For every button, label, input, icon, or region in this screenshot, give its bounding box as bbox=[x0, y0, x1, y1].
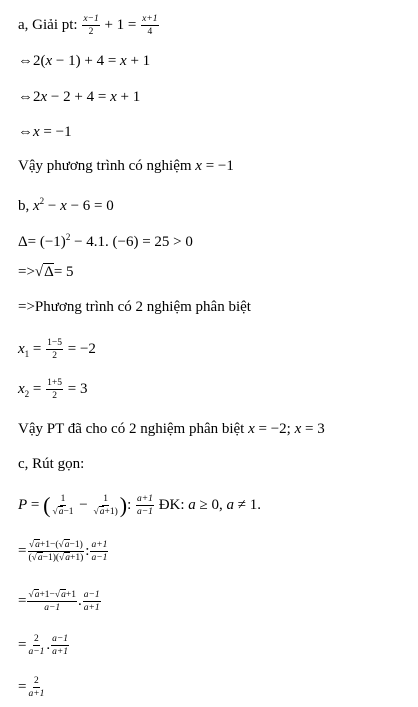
part-b-x1: $x_1$ = $\frac{1-5}{2}$ = −2 bbox=[18, 338, 96, 361]
part-b-x2: $x_2$ = $\frac{1+5}{2}$ = 3 bbox=[18, 378, 88, 401]
part-c-expression: P = ( $\frac{1}{√a-1}$ − $\frac{1}{√a+1)}$ ): $\frac{a+1}{a-1}$ ĐK: a ≥ 0, a ≠ 1. bbox=[18, 492, 261, 518]
part-a-label: a, Giải pt: bbox=[18, 16, 78, 33]
part-b-sqrt-delta: =>√Δ= 5 bbox=[18, 264, 74, 280]
part-b-conclusion: Vậy PT đã cho có 2 nghiệm phân biệt x = −2; x = 3 bbox=[18, 421, 325, 437]
part-a-step-3: ⇔x = −1 bbox=[18, 124, 72, 140]
part-c-result: = $\frac{2}{a+1}$ bbox=[18, 676, 45, 699]
part-b-delta: $\Delta= (-1)^2 - 4.1$. (−6) = 25 > 0 bbox=[18, 232, 193, 250]
part-c-label: c, Rút gọn: bbox=[18, 456, 85, 472]
part-b-two-roots: =>Phương trình có 2 nghiệm phân biệt bbox=[18, 299, 251, 315]
part-c-step-2: = $\frac{√a+1-√a+1}{a-1}$ . $\frac{a-1}{a+1}$ bbox=[18, 590, 100, 613]
part-c-step-1: = $\frac{√a+1-(√a-1)}{(√a-1)(√a+1)}$ : $\frac{a+1}{a-1}$ bbox=[18, 540, 108, 563]
part-c-step-3: = $\frac{2}{a-1}$ . $\frac{a-1}{a+1}$ bbox=[18, 634, 69, 657]
part-a-conclusion: Vậy phương trình có nghiệm x = −1 bbox=[18, 158, 234, 174]
part-a-step-1: ⇔2(x − 1) + 4 = x + 1 bbox=[18, 53, 151, 69]
part-c-condition: ĐK: a ≥ 0, a ≠ 1. bbox=[158, 496, 261, 513]
part-a-step-2: ⇔2x − 2 + 4 = x + 1 bbox=[18, 89, 141, 105]
part-a-equation: a, Giải pt: $\frac{x-1}{2}$ + 1 = $\frac{x+1}{4}$ bbox=[18, 14, 158, 37]
part-b-equation: b, $x^2 - x - 6 = 0$ bbox=[18, 196, 114, 214]
